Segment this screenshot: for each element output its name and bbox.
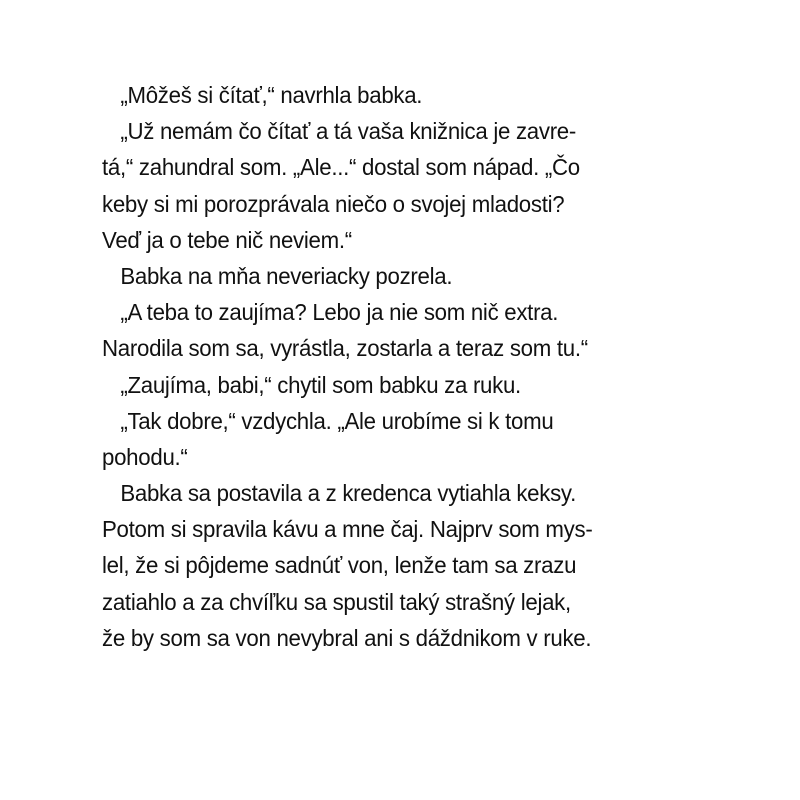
text-line: Potom si spravila kávu a mne čaj. Najprv som mys- bbox=[102, 516, 593, 543]
text-line: „Zaujíma, babi,“ chytil som babku za ruku. bbox=[120, 371, 521, 398]
text-line: Babka na mňa neveriacky pozrela. bbox=[120, 262, 453, 289]
text-line: „A teba to zaujíma? Lebo ja nie som nič extra. bbox=[120, 299, 559, 326]
body-text bbox=[102, 77, 722, 656]
text-line: zatiahlo a za chvíľku sa spustil taký strašný lejak, bbox=[102, 588, 571, 615]
text-line: tá,“ zahundral som. „Ale...“ dostal som nápad. „Čo bbox=[102, 154, 580, 181]
text-line: lel, že si pôjdeme sadnúť von, lenže tam sa zrazu bbox=[102, 552, 577, 579]
text-line: že by som sa von nevybral ani s dáždnikom v ruke. bbox=[102, 624, 592, 651]
text-line: Veď ja o tebe nič neviem.“ bbox=[102, 226, 352, 253]
text-line: „Môžeš si čítať,“ navrhla babka. bbox=[120, 82, 423, 108]
text-line: pohodu.“ bbox=[102, 443, 188, 470]
text-line: Babka sa postavila a z kredenca vytiahla keksy. bbox=[120, 480, 576, 507]
text-line: „Už nemám čo čítať a tá vaša knižnica je zavre- bbox=[120, 118, 577, 145]
text-line: keby si mi porozprávala niečo o svojej mladosti? bbox=[102, 190, 565, 217]
text-line: Narodila som sa, vyrástla, zostarla a teraz som tu.“ bbox=[102, 335, 588, 362]
text-line: „Tak dobre,“ vzdychla. „Ale urobíme si k tomu bbox=[120, 407, 554, 434]
